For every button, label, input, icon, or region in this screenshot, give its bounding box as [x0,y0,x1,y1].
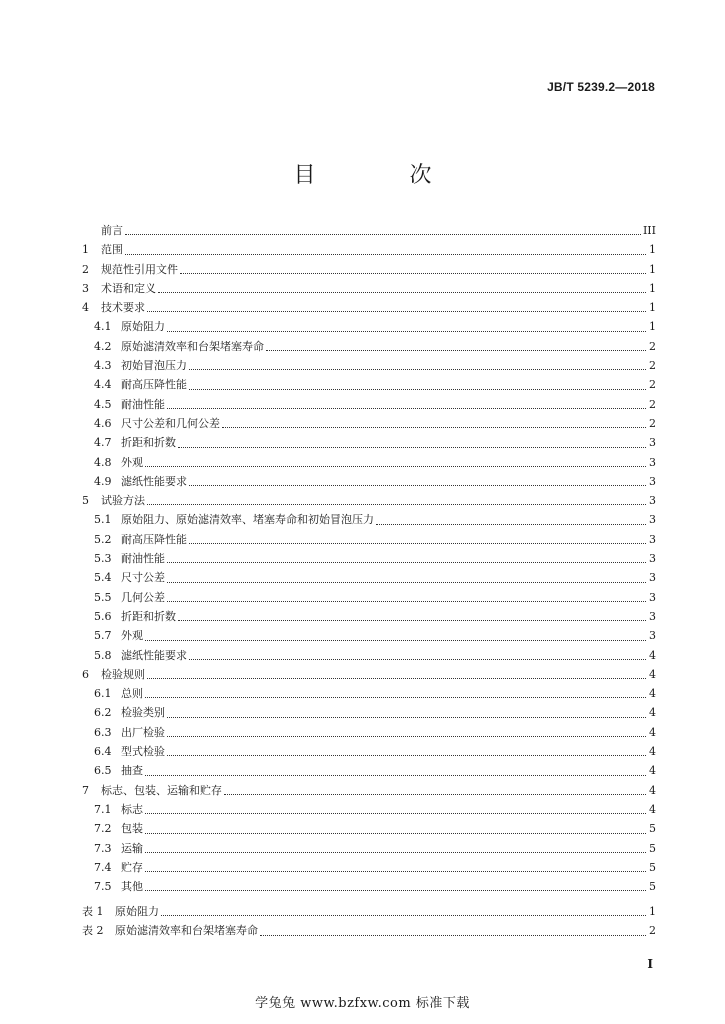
toc-page-number: 4 [649,648,656,662]
dot-leader [189,368,646,370]
toc-page-number: 3 [649,474,656,488]
toc-entry[interactable] [82,761,656,780]
toc-entry[interactable] [82,684,656,703]
toc-number: 4.5 [94,397,112,411]
toc-page-number: 4 [649,783,656,797]
toc-label: 前言 [101,224,123,237]
toc-entry[interactable] [82,375,656,394]
toc-number: 4.8 [94,455,112,469]
dot-leader [145,870,646,872]
toc-page-number: 4 [649,725,656,739]
toc-entry[interactable] [82,877,656,896]
toc-page-number: 4 [649,745,656,759]
toc-label: 外观 [121,455,143,469]
toc-entry[interactable] [82,626,656,645]
toc-number: 5.6 [94,609,112,623]
toc-label: 几何公差 [121,590,165,604]
toc-entry[interactable] [82,279,656,298]
toc-entry[interactable] [82,665,656,684]
toc-number: 7.1 [94,802,112,816]
toc-label: 试验方法 [101,494,145,508]
dot-leader [145,774,646,776]
toc-page-number: 3 [649,590,656,604]
toc-page-number: III [642,224,656,237]
toc-number: 4.7 [94,436,112,450]
toc-label: 术语和定义 [101,281,156,295]
toc-label: 尺寸公差 [121,571,165,585]
dot-leader [266,349,646,351]
toc-entry[interactable] [82,221,656,240]
toc-entry[interactable] [82,260,656,279]
toc-entry[interactable] [82,703,656,722]
toc-number: 5.3 [94,552,112,566]
toc-entry[interactable] [82,819,656,838]
toc-number: 表 2 [82,924,104,938]
toc-page-number: 4 [649,706,656,720]
toc-label: 范围 [101,243,123,257]
toc-page-number: 5 [649,860,656,874]
toc-page-number: 3 [649,629,656,643]
toc-label: 运输 [121,841,143,855]
list-of-tables [82,902,656,941]
toc-number: 6.2 [94,706,112,720]
toc-number: 4.2 [94,339,112,353]
toc-entry[interactable] [82,491,656,510]
toc-number: 5 [82,494,89,508]
toc-entry[interactable] [82,510,656,529]
toc-label: 贮存 [121,860,143,874]
toc-page-number: 1 [649,281,656,295]
toc-label: 原始滤清效率和台架堵塞寿命 [121,339,264,353]
dot-leader [376,523,646,525]
toc-entry[interactable] [82,646,656,665]
toc-label: 滤纸性能要求 [121,474,187,488]
toc-entry[interactable] [82,240,656,259]
toc-entry[interactable] [82,781,656,800]
dot-leader [147,503,646,505]
dot-leader [145,639,646,641]
toc-label: 包装 [121,822,143,836]
toc-label: 技术要求 [101,301,145,315]
toc-label: 滤纸性能要求 [121,648,187,662]
dot-leader [167,407,646,409]
toc-page-number: 2 [649,378,656,392]
dot-leader [189,658,646,660]
toc-page-number: 2 [649,924,656,938]
dot-leader [147,677,646,679]
toc-label: 其他 [121,880,143,894]
toc-entry[interactable] [82,839,656,858]
dot-leader [145,832,646,834]
standard-code: JB/T 5239.2—2018 [547,80,655,94]
toc-label: 外观 [121,629,143,643]
toc-number: 7.4 [94,860,112,874]
dot-leader [178,619,646,621]
toc-number: 5.2 [94,532,112,546]
dot-leader [145,812,646,814]
dot-leader [222,426,646,428]
toc-label: 初始冒泡压力 [121,359,187,373]
dot-leader [147,310,646,312]
toc-page-number: 1 [649,243,656,257]
toc-number: 4 [82,301,89,315]
toc-number: 7.5 [94,880,112,894]
toc-label: 原始阻力 [115,905,159,918]
dot-leader [161,914,646,916]
toc-label: 标志 [121,802,143,816]
toc-page-number: 1 [649,320,656,334]
toc-label: 尺寸公差和几何公差 [121,416,220,430]
toc-label: 型式检验 [121,745,165,759]
table-list-entry[interactable] [82,921,656,940]
toc-number: 表 1 [82,905,104,918]
toc-number: 4.1 [94,320,112,334]
dot-leader [224,793,646,795]
dot-leader [178,446,646,448]
toc-number: 7 [82,783,89,797]
page-title: 目 次 [293,163,468,188]
toc-entry[interactable] [82,472,656,491]
toc-page-number: 3 [649,513,656,527]
toc-label: 出厂检验 [121,725,165,739]
toc-page-number: 3 [649,455,656,469]
dot-leader [125,233,641,235]
toc-entry[interactable] [82,607,656,626]
toc-label: 原始阻力、原始滤清效率、堵塞寿命和初始冒泡压力 [121,513,374,527]
toc-number: 6.5 [94,764,112,778]
toc-number: 6.1 [94,687,112,701]
page-number: I [647,957,653,971]
toc-page-number: 4 [649,667,656,681]
toc-number: 4.3 [94,359,112,373]
dot-leader [180,272,646,274]
toc-page-number: 1 [649,905,656,918]
toc-entry[interactable] [82,742,656,761]
toc-page-number: 2 [649,339,656,353]
dot-leader [167,330,646,332]
toc-entry[interactable] [82,356,656,375]
toc-number: 6.3 [94,725,112,739]
toc-page-number: 4 [649,802,656,816]
toc-page-number: 3 [649,436,656,450]
toc-label: 检验类别 [121,706,165,720]
footer-watermark: 学兔兔 www.bzfxw.com 标准下载 [255,996,470,1011]
toc-page-number: 4 [649,764,656,778]
toc-label: 原始滤清效率和台架堵塞寿命 [115,924,258,938]
toc-label: 耐油性能 [121,552,165,566]
table-list-entry[interactable] [82,902,656,921]
toc-entry[interactable] [82,530,656,549]
toc-entry[interactable] [82,549,656,568]
dot-leader [158,291,646,293]
dot-leader [145,889,646,891]
toc-label: 折距和折数 [121,609,176,623]
toc-number: 5.1 [94,513,112,527]
toc-label: 耐高压降性能 [121,532,187,546]
dot-leader [167,754,646,756]
toc-label: 检验规则 [101,667,145,681]
toc-number: 5.4 [94,571,112,585]
toc-entry[interactable] [82,568,656,587]
dot-leader [167,600,646,602]
toc-label: 标志、包装、运输和贮存 [101,783,222,797]
toc-label: 折距和折数 [121,436,176,450]
toc-label: 总则 [121,687,143,701]
toc-entry[interactable] [82,723,656,742]
toc-entry[interactable] [82,453,656,472]
toc-label: 抽查 [121,764,143,778]
toc-entry[interactable] [82,800,656,819]
toc-page-number: 3 [649,609,656,623]
toc-number: 6 [82,667,89,681]
dot-leader [260,934,646,936]
toc-page-number: 2 [649,397,656,411]
toc-number: 5.8 [94,648,112,662]
toc-entry[interactable] [82,337,656,356]
toc-number: 4.4 [94,378,112,392]
toc-entry[interactable] [82,298,656,317]
dot-leader [167,561,646,563]
toc-page-number: 3 [649,571,656,585]
toc-page-number: 1 [649,301,656,315]
toc-page-number: 5 [649,822,656,836]
toc-number: 3 [82,281,89,295]
toc-page-number: 2 [649,416,656,430]
toc-label: 原始阻力 [121,320,165,334]
toc-label: 规范性引用文件 [101,262,178,276]
toc-number: 7.2 [94,822,112,836]
toc-number: 5.7 [94,629,112,643]
toc-entry[interactable] [82,588,656,607]
toc-page-number: 4 [649,687,656,701]
dot-leader [145,851,646,853]
toc-label: 耐高压降性能 [121,378,187,392]
toc-number: 5.5 [94,590,112,604]
toc-entry[interactable] [82,858,656,877]
toc-page-number: 3 [649,494,656,508]
toc-entry[interactable] [82,433,656,452]
dot-leader [145,465,646,467]
dot-leader [189,542,646,544]
dot-leader [189,388,646,390]
dot-leader [189,484,646,486]
toc-page-number: 3 [649,552,656,566]
dot-leader [125,253,646,255]
toc-page-number: 5 [649,880,656,894]
toc-number: 4.9 [94,474,112,488]
dot-leader [167,735,646,737]
toc-page-number: 3 [649,532,656,546]
dot-leader [167,581,646,583]
toc-number: 7.3 [94,841,112,855]
toc-number: 4.6 [94,416,112,430]
toc-page-number: 1 [649,262,656,276]
toc-page-number: 5 [649,841,656,855]
toc-page-number: 2 [649,359,656,373]
toc-entry[interactable] [82,317,656,336]
toc-number: 6.4 [94,745,112,759]
toc-entry[interactable] [82,414,656,433]
toc-number: 2 [82,262,89,276]
dot-leader [145,696,646,698]
table-of-contents [82,221,656,896]
toc-entry[interactable] [82,395,656,414]
dot-leader [167,716,646,718]
toc-number: 1 [82,243,89,257]
toc-label: 耐油性能 [121,397,165,411]
